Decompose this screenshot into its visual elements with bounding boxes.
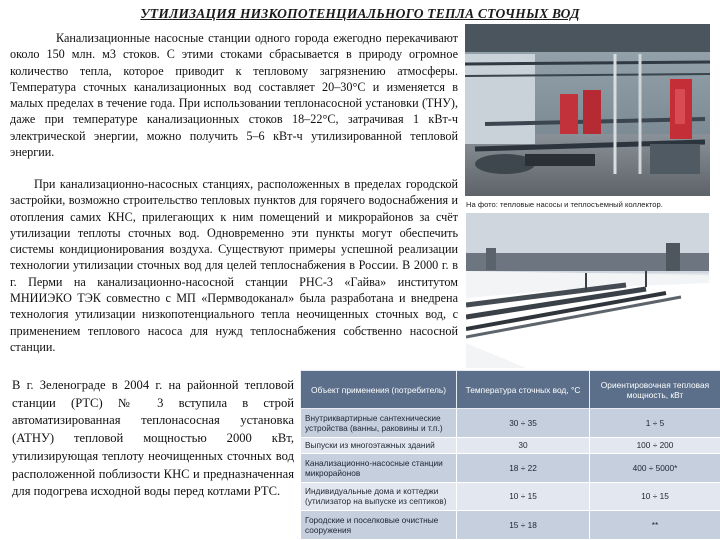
table-cell-temp: 30 ÷ 35 xyxy=(457,409,590,438)
table-header-power: Ориентировочная тепловая мощность, кВт xyxy=(590,371,720,409)
photo-caption: На фото: тепловые насосы и теплосъемный коллектор. xyxy=(466,200,663,209)
table-cell-object: Выпуски из многоэтажных зданий xyxy=(301,437,457,453)
table-cell-power: 400 ÷ 5000* xyxy=(590,453,720,482)
snowy-collector-illustration xyxy=(466,213,709,368)
table-cell-object: Канализационно-насосные станции микрорайонов xyxy=(301,453,457,482)
page-title: УТИЛИЗАЦИЯ НИЗКОПОТЕНЦИАЛЬНОГО ТЕПЛА СТОЧНЫХ ВОД xyxy=(140,6,580,21)
table-cell-power: 100 ÷ 200 xyxy=(590,437,720,453)
table-row xyxy=(301,409,720,438)
paragraph-zelenograd: В г. Зеленограде в 2004 г. на районной тепловой станции (РТС) № 3 вступила в строй автоматизированная теплонасосная установка (АТНУ) тепловой мощностью 2000 кВт, утилизирующая теплоту неочищенных сточных вод расположенной поблизости КНС и предназначенная для подогрева исходной воды перед котлами РТС. xyxy=(12,378,294,499)
table-cell-object: Внутриквартирные сантехнические устройства (ванны, раковины и т.п.) xyxy=(301,409,457,438)
paragraph-kns: При канализационно-насосных станциях, расположенных в пределах городской застройки, возможно строительство тепловых пунктов для горячего водоснабжения и отопления самих КНС, прилегающих к ним помещений и микрорайонов за счёт утилизации теплоты сточных вод. Одновременно эти пункты могут обеспечить системы кондиционирования воздуха. Существуют примеры успешной реализации технологии утилизации сточных вод для целей теплоснабжения в России. В 2000 г. в г. Перми на канализационно-насосной станции РНС-3 «Гайва» институтом МНИИЭКО ТЭК совместно с МП «Пермводоканал» была разработана и внедрена технология утилизации низкопотенциального тепла неочищенных сточных вод, с применением теплового насоса для нужд теплоснабжения собственно насосной станции. xyxy=(10,177,458,354)
sewage-heat-table xyxy=(300,370,720,540)
table-header-object: Объект применения (потребитель) xyxy=(301,371,457,409)
table-row xyxy=(301,437,720,453)
table-cell-object: Индивидуальные дома и коттеджи (утилизатор на выпуске из септиков) xyxy=(301,482,457,511)
table-row xyxy=(301,511,720,540)
table-row xyxy=(301,453,720,482)
table-cell-power: 10 ÷ 15 xyxy=(590,482,720,511)
pump-room-photo xyxy=(465,24,710,196)
table-cell-power: 1 ÷ 5 xyxy=(590,409,720,438)
snowy-collector-photo xyxy=(466,213,709,368)
pump-room-illustration xyxy=(465,24,710,196)
table-cell-temp: 18 ÷ 22 xyxy=(457,453,590,482)
paragraph-intro: Канализационные насосные станции одного города ежегодно перекачивают около 150 млн. м3 стоков. С этими стоками сбрасывается в природу огромное количество тепла, которое приводит к тепловому загрязнению атмосферы. Температура сточных канализационных вод составляет 20–30°С и изменяется в малых пределах в течение года. При использовании теплонасосной установки (ТНУ), даже при температуре канализационных стоков 18–22°С, затрачивая 1 кВт-ч электрической энергии, можно получить 5–6 кВт-ч утилизированной тепловой энергии. xyxy=(10,31,458,160)
table-cell-temp: 30 xyxy=(457,437,590,453)
table-header-temp: Температура сточных вод, °С xyxy=(457,371,590,409)
table-cell-power: ** xyxy=(590,511,720,540)
table-cell-temp: 15 ÷ 18 xyxy=(457,511,590,540)
table-cell-object: Городские и поселковые очистные сооружения xyxy=(301,511,457,540)
table-row xyxy=(301,482,720,511)
table-cell-temp: 10 ÷ 15 xyxy=(457,482,590,511)
